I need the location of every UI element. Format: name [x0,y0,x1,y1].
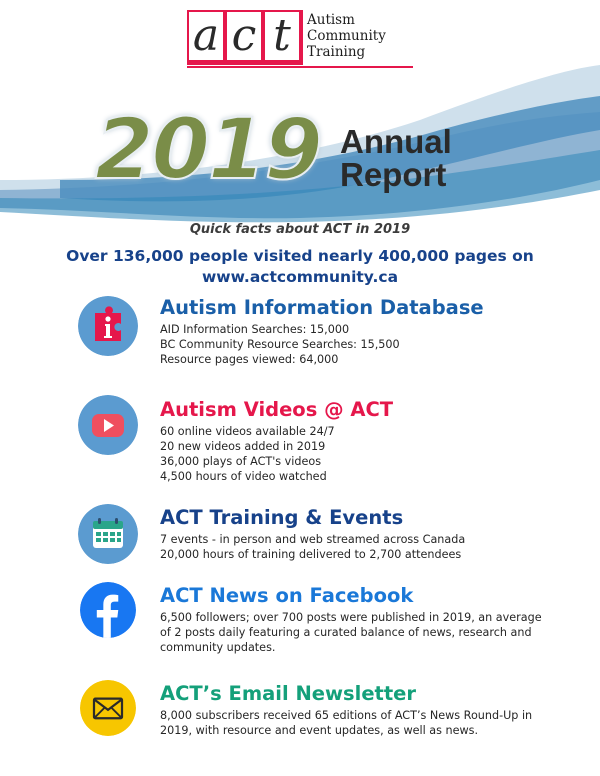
section-title: ACT Training & Events [160,506,404,529]
section-facts [160,532,545,562]
fact-line: 20 new videos added in 2019 [160,440,326,453]
report-title-line-1: Annual [340,123,452,160]
logo-name-line-2: Community [307,28,386,44]
fact-line: 4,500 hours of video watched [160,470,327,483]
section-paragraph: 6,500 followers; over 700 posts were published in 2019, an average of 2 posts daily featuring a curated balance of news, research and community updates. [160,611,542,654]
section-title: ACT News on Facebook [160,584,414,607]
logo-letter-a: a [189,12,223,60]
fact-line: 60 online videos available 24/7 [160,425,335,438]
facebook-icon [80,582,136,638]
report-year: 2019 [95,100,321,198]
fact-line: AID Information Searches: 15,000 [160,323,350,336]
envelope-icon [80,680,136,736]
section-title: ACT’s Email Newsletter [160,682,417,705]
section-title: Autism Videos @ ACT [160,398,394,421]
report-title-line-2: Report [340,156,447,193]
fact-line: Resource pages viewed: 64,000 [160,353,339,366]
logo-letter-t: t [265,12,299,60]
section-training-events [78,506,548,562]
fact-line: BC Community Resource Searches: 15,500 [160,338,400,351]
fact-line: 7 events - in person and web streamed across Canada [160,533,466,546]
section-facebook [78,584,548,654]
fact-line: 20,000 hours of training delivered to 2,700 attendees [160,548,462,561]
logo-name-line-3: Training [307,44,366,60]
visits-headline [0,246,600,288]
visits-headline-line-1: Over 136,000 people visited nearly 400,000 pages on [66,247,534,265]
logo-name [307,12,386,60]
act-logo [187,10,413,68]
section-autism-videos [78,398,548,482]
website-link[interactable]: www.actcommunity.ca [201,268,399,286]
play-video-icon [78,395,138,455]
logo-name-line-1: Autism [307,12,355,28]
info-puzzle-icon [78,296,138,356]
report-title [340,125,452,191]
logo-red-box [187,10,303,65]
fact-line: 36,000 plays of ACT's videos [160,455,322,468]
section-facts [160,322,545,367]
section-title: Autism Information Database [160,296,484,319]
section-paragraph: 8,000 subscribers received 65 editions of ACT’s News Round-Up in 2019, with resource and event updates, as well as news. [160,709,533,737]
calendar-icon [78,504,138,564]
logo-underline [187,66,413,68]
section-email-newsletter [78,682,548,752]
section-autism-information-database [78,296,548,366]
logo-letter-c: c [227,12,261,60]
quick-facts-heading: Quick facts about ACT in 2019 [189,222,411,237]
section-facts [160,424,545,484]
